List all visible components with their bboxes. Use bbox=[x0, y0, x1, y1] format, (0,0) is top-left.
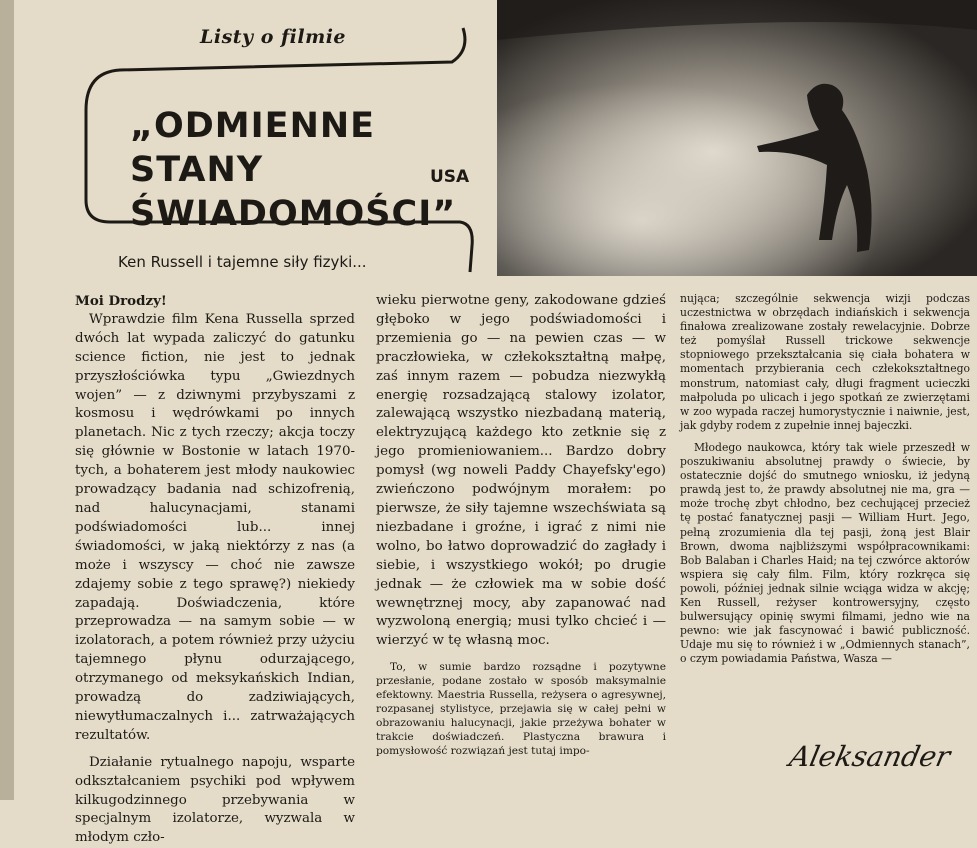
paragraph: Młodego naukowca, który tak wiele przeszedł w poszukiwaniu absolutnej prawdy o świecie, by ostatecznie dojść do smutnego wniosku, iż jedyną prawdą jest to, że prawdy absolutnej nie ma, gra — może trochę zbyt chłodno, bez cechującej przecież tę postać fanatycznej pasji — William Hurt. Jego, pełną zrozumienia dla tej pasji, żoną jest Blair Brown, dwoma najbliższymi współpracownikami: Bob Balaban i Charles Haid; na tej czwórce aktorów wspiera się cały film. Film, który rozkręca się powoli, później jednak silnie wciąga widza w akcję; Ken Russell, reżyser kontrowersyjny, często bulwersujący opinię swymi filmami, jedno wie na pewno: wie jak fascynować i bawić publiczność. Udaje mu się to również i w „Odmiennych stanach”, o czym powiadamia Państwa, Wasza — bbox=[680, 440, 970, 666]
film-still-photo bbox=[497, 0, 977, 276]
title-line-1: „ODMIENNE STANY bbox=[130, 106, 376, 190]
rubric-heading: Listy o filmie bbox=[200, 26, 347, 48]
paragraph: Działanie rytualnego napoju, wsparte odkształcaniem psychiki pod wpływem kilkugodzinnego przebywania w specjalnym izolatorze, wyzwala w młodym czło- bbox=[75, 754, 355, 846]
paragraph: wieku pierwotne geny, zakodowane gdzieś głęboko w jego podświadomości i przemienia go — na pewien czas — w praczłowieka, w człekokształtną małpę, zaś innym razem — pobudza niezwykłą energię rozsadzającą stalowy izolator, zalewającą wszystko niezbadaną materią, elektryzującą każdego kto zetknie się z jego promieniowaniem... Bardzo dobry pomysł (wg noweli Paddy Chayefsky'ego) zwieńczono podwójnym morałem: po pierwsze, że siły tajemne wszechświata są niezbadane i groźne, i igrać z nimi nie wolno, bo łatwo doprowadzić do zagłady i siebie, i wszystkiego wokół; po drugie jednak — że człowiek ma w sobie dość wewnętrznej mocy, aby zapanować nad wyzwoloną energią; musi tylko chcieć i — wierzyć w tę własną moc. bbox=[376, 293, 666, 649]
article-column-3 bbox=[680, 292, 970, 666]
film-still-figure-icon bbox=[497, 0, 977, 276]
paragraph: Wprawdzie film Kena Russella sprzed dwóch lat wypada zaliczyć do gatunku science fiction, nie jest to jednak przyszłościówka typu „Gwiezdnych wojen” — z dziwnymi przybyszami z kosmosu i wędrówkami po innych planetach. Nic z tych rzeczy; akcja toczy się głównie w Bostonie w latach 1970-tych, a bohaterem jest młody naukowiec prowadzący badania nad schizofrenią, nad halucynacjami, stanami podświadomości lub... innej świadomości, w jaką niektórzy z nas (a może i wszyscy — choć nie zawsze zdajemy sobie z tego sprawę?) niekiedy zapadają. Doświadczenia, które przeprowadza — na samym sobie — w izolatorach, a potem również przy użyciu tajemnego płynu odurzającego, otrzymanego od meksykańskich Indian, prowadzą do zadziwiających, niewytłumaczalnych i... zatrważających rezultatów. bbox=[75, 311, 355, 743]
paragraph: To, w sumie bardzo rozsądne i pozytywne przesłanie, podane zostało w sposób maksymalnie efektowny. Maestria Russella, reżysera o agresywnej, rozpasanej stylistyce, przejawia się w całej pełni w obrazowaniu halucynacji, jakie przeżywa bohater w trakcie doświadczeń. Plastyczna brawura i pomysłowość rozwiązań jest tutaj impo- bbox=[376, 661, 666, 757]
country-label: USA bbox=[430, 167, 470, 187]
article-column-1 bbox=[75, 292, 355, 848]
article-column-2 bbox=[376, 292, 666, 759]
author-signature: Aleksander bbox=[786, 740, 954, 773]
salutation: Moi Drodzy! bbox=[75, 293, 167, 309]
title-line-2: ŚWIADOMOŚCI” bbox=[130, 194, 457, 234]
article-title bbox=[130, 104, 470, 236]
paragraph: nująca; szczególnie sekwencja wizji podczas uczestnictwa w obrzędach indiańskich i sekwencja finałowa zrealizowane zostały rewelacyjnie. Dobrze też pomyślał Russell trickowe sekwencje stopniowego przekształcania się ciała bohatera w momentach przybierania cech człekokształtnego monstrum, natomiast cały, długi fragment ucieczki małpoluda po ulicach i jego spotkań ze zwierzętami w zoo wypada raczej humorystycznie i naiwnie, jest, jak gdyby rodem z zupełnie innej bajeczki. bbox=[680, 292, 970, 432]
article-subtitle: Ken Russell i tajemne siły fizyki... bbox=[118, 253, 367, 271]
